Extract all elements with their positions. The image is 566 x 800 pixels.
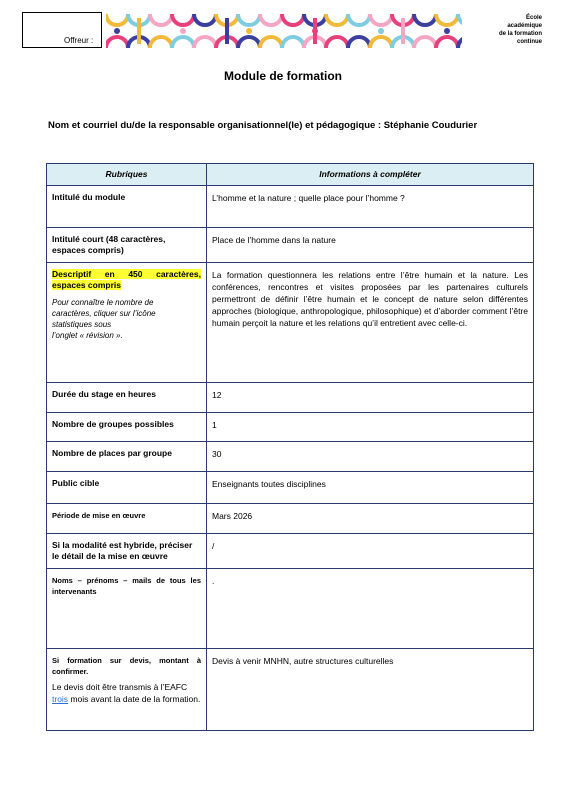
page-title: Module de formation bbox=[224, 69, 342, 83]
row-label: Période de mise en œuvre bbox=[47, 504, 207, 534]
banner-shape bbox=[414, 14, 436, 25]
banner-shape bbox=[114, 28, 120, 34]
table-row bbox=[47, 383, 534, 413]
banner-shape bbox=[150, 14, 172, 25]
banner-shape bbox=[238, 14, 260, 25]
banner-shape bbox=[106, 37, 128, 48]
row-label: Durée du stage en heures bbox=[47, 383, 207, 413]
row-value[interactable]: . bbox=[207, 569, 534, 649]
devis-label: Si formation sur devis, montant à confirmer. bbox=[52, 656, 201, 676]
school-line: de la formation bbox=[498, 31, 542, 37]
banner-shape bbox=[401, 18, 405, 44]
form-table bbox=[46, 163, 534, 731]
row-label: Nombre de places par groupe bbox=[47, 442, 207, 472]
school-line: continue bbox=[517, 39, 542, 45]
table-row bbox=[47, 569, 534, 649]
devis-note: Le devis doit être transmis à l’EAFC trois mois avant la date de la formation. bbox=[52, 682, 201, 704]
banner-shape bbox=[348, 14, 370, 25]
table-row bbox=[47, 504, 534, 534]
banner-shape bbox=[225, 18, 229, 44]
row-value[interactable]: L’homme et la nature ; quelle place pour l’homme ? bbox=[207, 186, 534, 228]
table-header-row bbox=[47, 164, 534, 186]
row-value[interactable]: Mars 2026 bbox=[207, 504, 534, 534]
table-row bbox=[47, 263, 534, 383]
row-value[interactable]: / bbox=[207, 534, 534, 569]
banner-shape bbox=[282, 14, 304, 25]
banner-shape bbox=[172, 37, 194, 48]
banner-shape bbox=[260, 14, 282, 25]
descriptif-note: Pour connaître le nombre de caractères, cliquer sur l’icône statistiques sous l’onglet « révision ». bbox=[52, 298, 156, 340]
banner-shape bbox=[313, 18, 317, 44]
banner-shape bbox=[194, 14, 216, 25]
table-row bbox=[47, 534, 534, 569]
row-value[interactable]: 12 bbox=[207, 383, 534, 413]
table-row bbox=[47, 442, 534, 472]
row-label: Public cible bbox=[47, 472, 207, 504]
row-value[interactable]: Enseignants toutes disciplines bbox=[207, 472, 534, 504]
banner-shape bbox=[194, 37, 216, 48]
table-row bbox=[47, 413, 534, 442]
banner-shape bbox=[150, 37, 172, 48]
row-value[interactable]: 30 bbox=[207, 442, 534, 472]
banner-shape bbox=[378, 28, 384, 34]
banner-shape bbox=[348, 37, 370, 48]
row-label: Nombre de groupes possibles bbox=[47, 413, 207, 442]
banner-shape bbox=[370, 14, 392, 25]
descriptif-label: Descriptif en 450 caractères, espaces compris bbox=[52, 269, 201, 290]
trois-link[interactable]: trois bbox=[52, 694, 69, 704]
school-line: académique bbox=[507, 23, 542, 29]
row-label: Noms – prénoms – mails de tous les intervenants bbox=[47, 569, 207, 649]
table-row bbox=[47, 228, 534, 263]
banner-shape bbox=[326, 14, 348, 25]
decorative-banner bbox=[106, 14, 462, 48]
column-header-informations: Informations à compléter bbox=[207, 164, 534, 186]
responsable-line: Nom et courriel du/de la responsable organisationnel(le) et pédagogique : Stéphanie Coudurier bbox=[48, 120, 478, 131]
row-label: Intitulé du module bbox=[47, 186, 207, 228]
banner-shape bbox=[260, 37, 282, 48]
banner-shape bbox=[238, 37, 260, 48]
banner-shape bbox=[444, 28, 450, 34]
row-label: Intitulé court (48 caractères, espaces compris) bbox=[47, 228, 207, 263]
school-line: École bbox=[525, 15, 542, 21]
row-value[interactable]: Place de l’homme dans la nature bbox=[207, 228, 534, 263]
banner-shape bbox=[414, 37, 436, 48]
offreur-label: Offreur : bbox=[64, 36, 94, 45]
row-value[interactable]: La formation questionnera les relations entre l’être humain et la nature. Les conférences, rencontres et visites proposées par les partenaires culturels permettront de définir l’être humain et le concept de nature selon différentes approches (biologique, anthropologique, philosophique) et d’aborder comment l’être humain perçoit la nature et les relations qu’il entretient avec celle-ci. bbox=[207, 263, 534, 383]
banner-shape bbox=[137, 18, 141, 44]
school-name bbox=[452, 14, 542, 46]
banner-shape bbox=[370, 37, 392, 48]
table-row bbox=[47, 649, 534, 731]
row-value[interactable]: 1 bbox=[207, 413, 534, 442]
banner-shape bbox=[282, 37, 304, 48]
row-label bbox=[47, 649, 207, 731]
row-value[interactable]: Devis à venir MNHN, autre structures culturelles bbox=[207, 649, 534, 731]
table-row bbox=[47, 472, 534, 504]
row-label bbox=[47, 263, 207, 383]
banner-shape bbox=[106, 14, 128, 25]
table-row bbox=[47, 186, 534, 228]
banner-shape bbox=[172, 14, 194, 25]
banner-shape bbox=[246, 28, 252, 34]
banner-shape bbox=[326, 37, 348, 48]
banner-shape bbox=[180, 28, 186, 34]
column-header-rubriques: Rubriques bbox=[47, 164, 207, 186]
row-label: Si la modalité est hybride, préciser le détail de la mise en œuvre bbox=[47, 534, 207, 569]
